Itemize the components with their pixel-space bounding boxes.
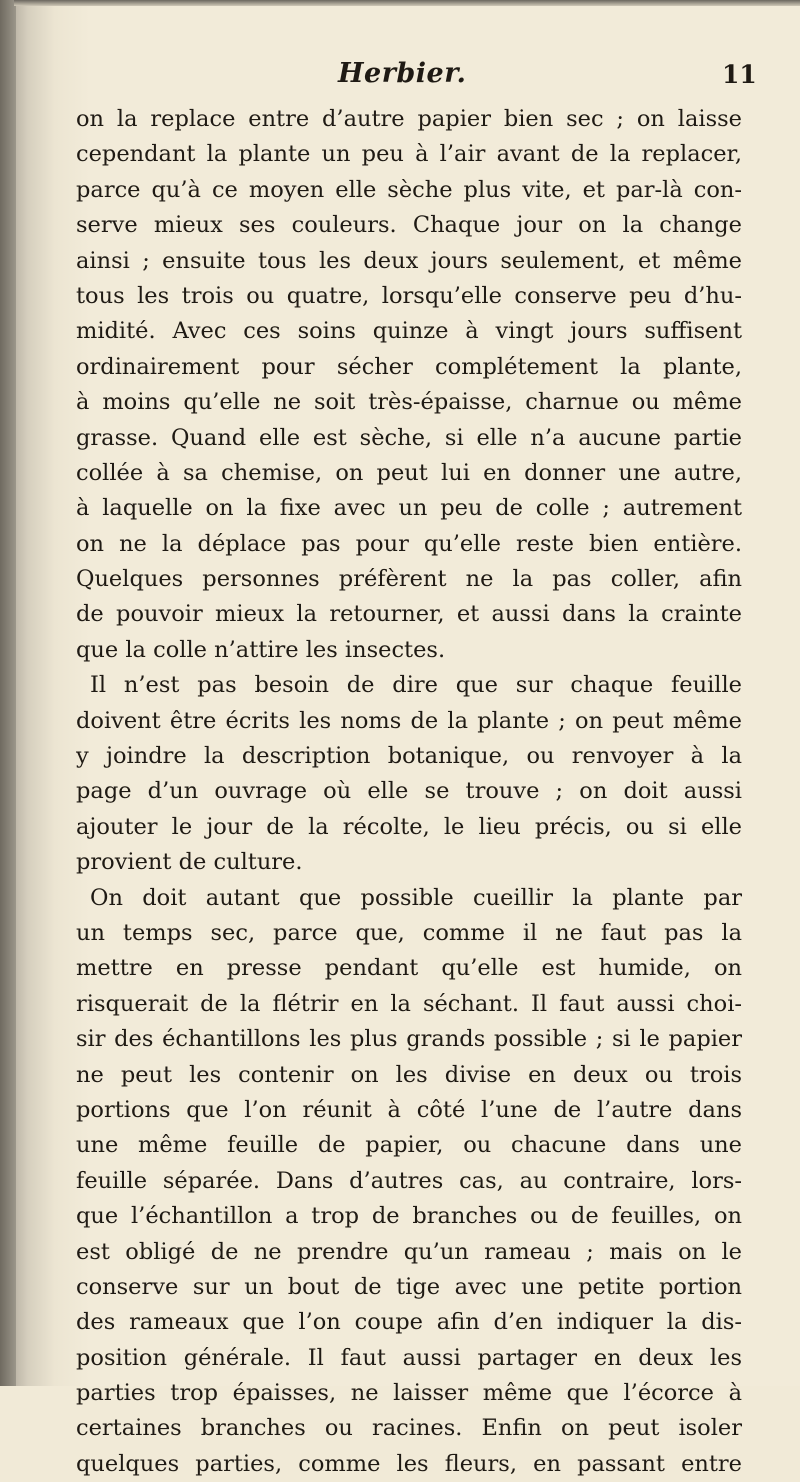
paragraph xyxy=(76,668,742,880)
text-line: certaines branches ou racines. Enfin on peut isoler xyxy=(76,1415,742,1442)
text-line: portions que l’on réunit à côté l’une de l’autre dans xyxy=(76,1096,742,1123)
text-line: collée à sa chemise, on peut lui en donner une autre, xyxy=(76,459,742,486)
text-line: parce qu’à ce moyen elle sèche plus vite, et par-là con- xyxy=(76,176,742,203)
text-line: ainsi ; ensuite tous les deux jours seulement, et même xyxy=(76,247,742,274)
text-line: feuille séparée. Dans d’autres cas, au contraire, lors- xyxy=(76,1167,742,1194)
text-line: que l’échantillon a trop de branches ou de feuilles, on xyxy=(76,1203,742,1230)
text-line: doivent être écrits les noms de la plante ; on peut même xyxy=(76,707,742,734)
text-line: tous les trois ou quatre, lorsqu’elle conserve peu d’hu- xyxy=(76,282,742,309)
text-line: grasse. Quand elle est sèche, si elle n’a aucune partie xyxy=(76,424,742,451)
text-line: mettre en presse pendant qu’elle est humide, on xyxy=(76,955,742,982)
text-line: serve mieux ses couleurs. Chaque jour on la change xyxy=(76,212,742,239)
text-line: position générale. Il faut aussi partager en deux les xyxy=(76,1344,742,1371)
text-line: de pouvoir mieux la retourner, et aussi dans la crainte xyxy=(76,601,742,628)
text-line: que la colle n’attire les insectes. xyxy=(76,636,446,663)
text-line: midité. Avec ces soins quinze à vingt jours suffisent xyxy=(76,318,742,345)
page-header xyxy=(0,58,800,98)
text-line: est obligé de ne prendre qu’un rameau ; mais on le xyxy=(76,1238,742,1265)
text-line: page d’un ouvrage où elle se trouve ; on doit aussi xyxy=(76,778,742,805)
text-line: provient de culture. xyxy=(76,849,303,876)
text-line: un temps sec, parce que, comme il ne faut pas la xyxy=(76,919,742,946)
text-line: risquerait de la flétrir en la séchant. Il faut aussi choi- xyxy=(76,990,742,1017)
text-line: une même feuille de papier, ou chacune dans une xyxy=(76,1132,742,1159)
text-line: y joindre la description botanique, ou renvoyer à la xyxy=(76,743,742,770)
text-line: on la replace entre d’autre papier bien sec ; on laisse xyxy=(76,106,742,132)
paragraph xyxy=(76,102,742,668)
text-line: à laquelle on la fixe avec un peu de colle ; autrement xyxy=(76,495,742,522)
text-line: On doit autant que possible cueillir la plante par xyxy=(90,884,742,911)
text-line: cependant la plante un peu à l’air avant de la replacer, xyxy=(76,141,742,168)
text-line: ne peut les contenir on les divise en deux ou trois xyxy=(76,1061,742,1088)
text-line: parties trop épaisses, ne laisser même que l’écorce à xyxy=(76,1380,742,1407)
page-number: 11 xyxy=(722,60,757,89)
body-text xyxy=(76,102,742,1482)
text-line: ajouter le jour de la récolte, le lieu précis, ou si elle xyxy=(76,813,742,840)
text-line: à moins qu’elle ne soit très-épaisse, charnue ou même xyxy=(76,389,742,416)
page-top-edge xyxy=(14,0,800,6)
text-line: Quelques personnes préfèrent ne la pas coller, afin xyxy=(76,566,742,593)
text-line: sir des échantillons les plus grands possible ; si le papier xyxy=(76,1026,742,1053)
text-line: quelques parties, comme les fleurs, en passant entre xyxy=(76,1450,742,1477)
book-binding-edge xyxy=(0,0,16,1386)
text-line: des rameaux que l’on coupe afin d’en indiquer la dis- xyxy=(76,1309,742,1336)
text-line: ordinairement pour sécher complétement la plante, xyxy=(76,353,742,380)
text-line: conserve sur un bout de tige avec une petite portion xyxy=(76,1273,742,1300)
running-head: Herbier. xyxy=(338,58,467,89)
text-line: on ne la déplace pas pour qu’elle reste bien entière. xyxy=(76,530,742,557)
text-line: Il n’est pas besoin de dire que sur chaque feuille xyxy=(90,672,742,699)
paragraph xyxy=(76,881,742,1482)
